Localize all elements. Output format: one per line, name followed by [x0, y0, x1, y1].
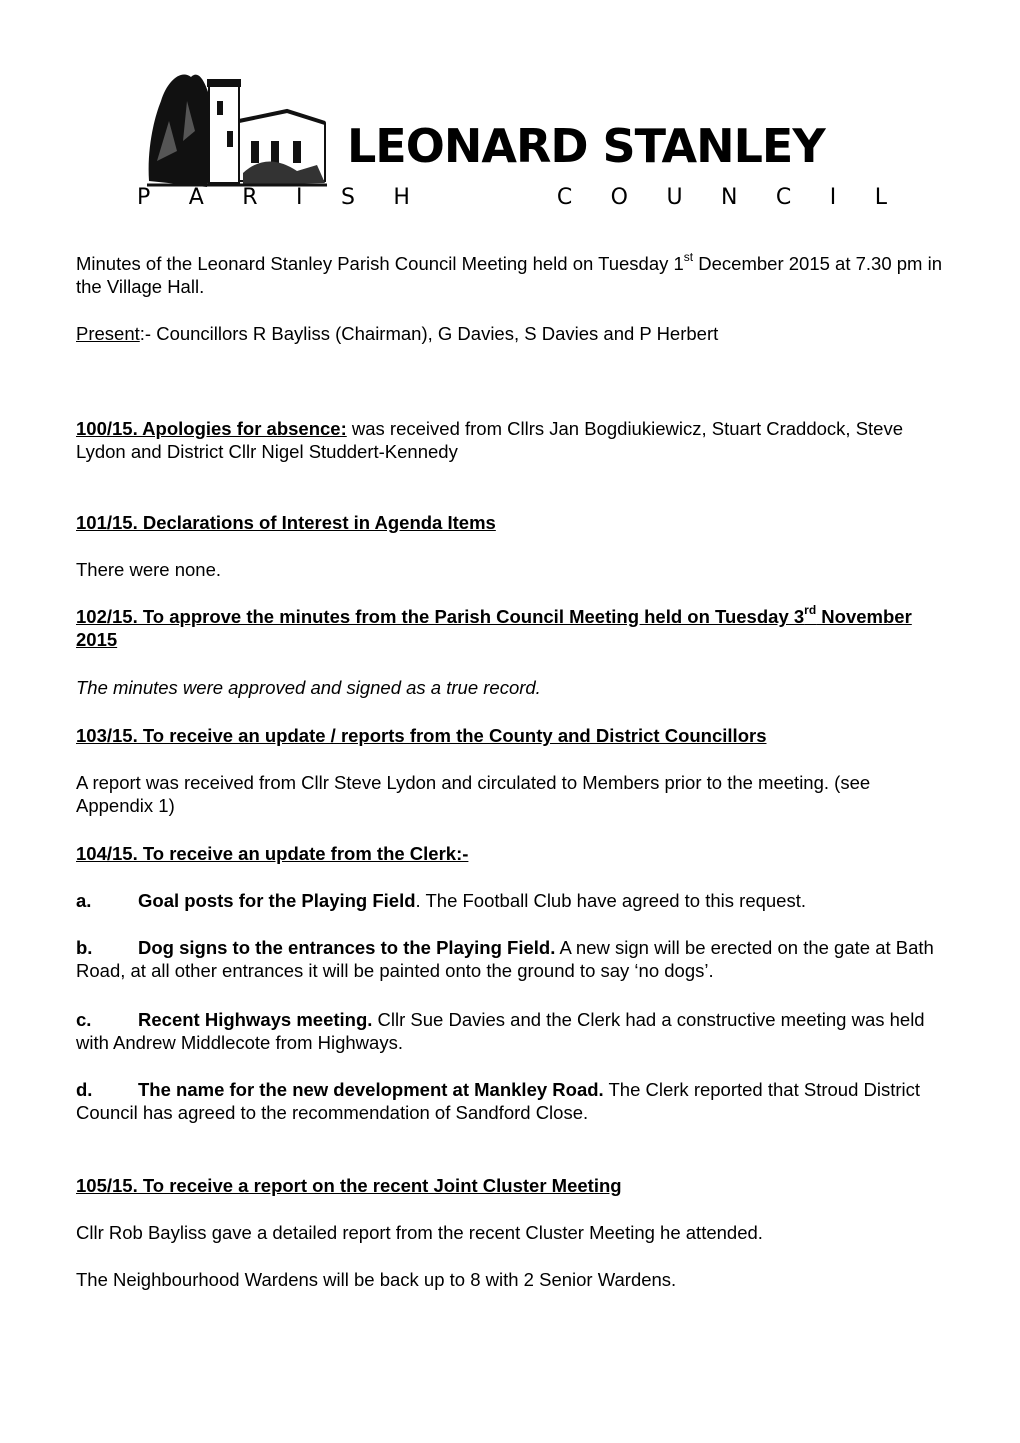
item-title: Recent Highways meeting. [138, 1009, 373, 1030]
section-100-text: was received from Cllrs Jan Bogdiukiewicz, Stuart Craddock, Steve Lydon and District Cllr Nigel Studdert-Kennedy [76, 418, 903, 462]
section-102-heading [76, 602, 946, 651]
subtitle-letter: C [775, 185, 792, 210]
subtitle-letter: I [296, 185, 303, 210]
subtitle-letter: U [666, 185, 683, 210]
section-104-item-a [76, 889, 946, 912]
present-label: Present [76, 323, 140, 344]
intro-paragraph [76, 249, 946, 298]
section-102-heading-b: November 2015 [76, 606, 912, 650]
item-title: Goal posts for the Playing Field [138, 890, 416, 911]
intro-sup: st [683, 249, 694, 264]
present-text: :- Councillors R Bayliss (Chairman), G Davies, S Davies and P Herbert [139, 323, 719, 344]
section-102-text: The minutes were approved and signed as a true record. [76, 677, 541, 698]
item-title: The name for the new development at Mankley Road. [138, 1079, 604, 1100]
item-title: Dog signs to the entrances to the Playing Field. [138, 937, 556, 958]
item-label: a. [76, 890, 92, 911]
subtitle-letter: H [393, 185, 410, 210]
section-100-heading: 100/15. Apologies for absence: [76, 418, 347, 439]
council-subtitle [137, 184, 887, 212]
item-label: d. [76, 1079, 93, 1100]
subtitle-letter: P [137, 185, 151, 210]
subtitle-letter: C [556, 185, 573, 210]
section-103-heading: 103/15. To receive an update / reports from the County and District Councillors [76, 725, 767, 746]
subtitle-letter: R [242, 185, 258, 210]
section-101-heading: 101/15. Declarations of Interest in Agenda Items [76, 512, 496, 533]
section-105-text-1: Cllr Rob Bayliss gave a detailed report from the recent Cluster Meeting he attended. [76, 1222, 763, 1243]
section-104-item-c [76, 1008, 946, 1054]
section-104-heading: 104/15. To receive an update from the Clerk:- [76, 843, 469, 864]
section-103-text: A report was received from Cllr Steve Lydon and circulated to Members prior to the meeting. (see Appendix 1) [76, 772, 871, 816]
subtitle-letter: O [610, 185, 628, 210]
section-101-text: There were none. [76, 559, 222, 580]
section-105-text-2: The Neighbourhood Wardens will be back up to 8 with 2 Senior Wardens. [76, 1269, 677, 1290]
subtitle-letter: A [188, 185, 204, 210]
item-label: c. [76, 1009, 92, 1030]
section-105-heading: 105/15. To receive a report on the recent Joint Cluster Meeting [76, 1175, 622, 1196]
intro-text-a: Minutes of the Leonard Stanley Parish Council Meeting held on Tuesday 1 [76, 253, 684, 274]
subtitle-gap [448, 184, 518, 212]
section-102-sup: rd [804, 602, 817, 617]
section-100 [76, 417, 946, 463]
subtitle-letter: N [721, 185, 738, 210]
council-title: LEONARD STANLEY [347, 119, 825, 173]
church-logo-image [147, 61, 327, 193]
item-text: The Clerk reported that Stroud District Council has agreed to the recommendation of Sandford Close. [76, 1079, 921, 1123]
section-102-heading-a: 102/15. To approve the minutes from the Parish Council Meeting held on Tuesday 3 [76, 606, 805, 627]
item-text: Cllr Sue Davies and the Clerk had a constructive meeting was held with Andrew Middlecote from Highways. [76, 1009, 925, 1053]
item-text: . The Football Club have agreed to this request. [415, 890, 806, 911]
section-104-item-b [76, 936, 946, 982]
section-104-item-d [76, 1078, 946, 1124]
subtitle-letter: I [829, 185, 837, 210]
subtitle-letter: L [874, 185, 887, 210]
present-paragraph [76, 322, 946, 345]
intro-text-b: December 2015 at 7.30 pm in the Village Hall. [76, 253, 943, 297]
subtitle-letter: S [340, 185, 355, 210]
item-text: A new sign will be erected on the gate at Bath Road, at all other entrances it will be painted onto the ground to say ‘no dogs’. [76, 937, 934, 981]
item-label: b. [76, 937, 93, 958]
